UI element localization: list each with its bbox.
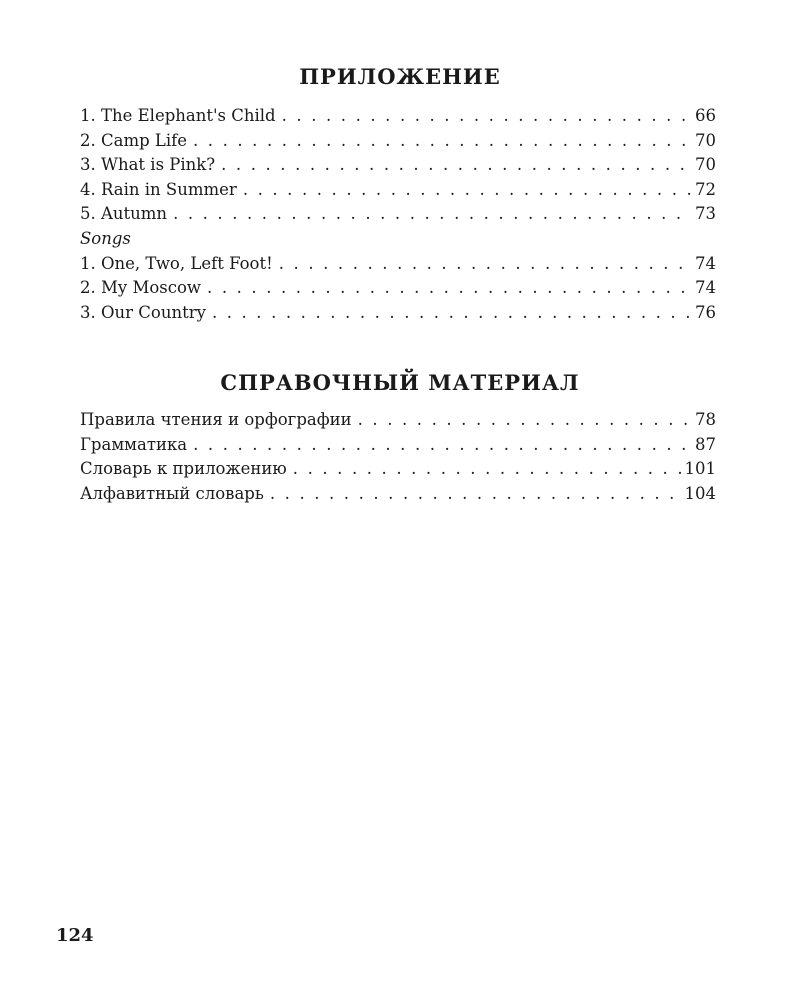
- dot-leader: [358, 408, 691, 433]
- dot-leader: [279, 252, 691, 277]
- toc-entry-title: Правила чтения и орфографии: [80, 410, 352, 429]
- toc-entry-title: 1. One, Two, Left Foot!: [80, 253, 273, 273]
- reference-heading: СПРАВОЧНЫЙ МАТЕРИАЛ: [220, 370, 580, 395]
- toc-entry-page: 70: [695, 130, 716, 150]
- appendix-toc-list: [80, 104, 716, 325]
- reference-toc-list: [80, 408, 716, 506]
- toc-entry-title: 4. Rain in Summer: [80, 179, 237, 199]
- toc-entry-page: 78: [695, 410, 716, 429]
- songs-subheading: [80, 227, 716, 252]
- toc-entry-title: 2. Camp Life: [80, 130, 188, 150]
- dot-leader: [207, 276, 691, 301]
- toc-entry-page: 104: [684, 483, 716, 503]
- dot-leader: [282, 104, 691, 129]
- toc-entry-page: 101: [684, 459, 716, 479]
- toc-entry[interactable]: [80, 129, 716, 154]
- dot-leader: [221, 153, 691, 178]
- toc-entry[interactable]: [80, 408, 716, 433]
- toc-entry-title: 2. My Moscow: [80, 278, 202, 298]
- toc-entry-page: 87: [695, 434, 716, 454]
- toc-entry-title: 1. The Elephant's Child: [80, 106, 276, 125]
- toc-entry-page: 73: [695, 204, 716, 224]
- toc-entry[interactable]: [80, 433, 716, 458]
- toc-entry[interactable]: [80, 153, 716, 178]
- dot-leader: [212, 301, 691, 326]
- dot-leader: [193, 433, 691, 458]
- appendix-heading: ПРИЛОЖЕНИЕ: [299, 64, 501, 89]
- toc-entry[interactable]: [80, 252, 716, 277]
- dot-leader: [173, 202, 691, 227]
- toc-entry-page: 76: [695, 302, 716, 322]
- toc-entry[interactable]: [80, 178, 716, 203]
- toc-entry-page: 72: [695, 179, 716, 199]
- toc-entry[interactable]: [80, 301, 716, 326]
- toc-entry[interactable]: [80, 276, 716, 301]
- dot-leader: [243, 178, 691, 203]
- songs-subheading-label: Songs: [80, 228, 131, 248]
- toc-entry[interactable]: [80, 202, 716, 227]
- toc-entry-title: Грамматика: [80, 434, 188, 454]
- toc-entry-title: 3. What is Pink?: [80, 155, 216, 175]
- toc-entry-title: 3. Our Country: [80, 302, 206, 322]
- toc-entry-title: 5. Autumn: [80, 204, 168, 224]
- page-number: 124: [56, 925, 94, 946]
- toc-entry-page: 74: [695, 253, 716, 273]
- toc-entry[interactable]: [80, 482, 716, 507]
- toc-entry-page: 70: [695, 155, 716, 175]
- dot-leader: [193, 129, 691, 154]
- dot-leader: [270, 482, 681, 507]
- toc-entry-title: Алфавитный словарь: [80, 483, 264, 503]
- toc-entry[interactable]: [80, 457, 716, 482]
- toc-entry-title: Словарь к приложению: [80, 459, 287, 479]
- dot-leader: [293, 457, 681, 482]
- toc-entry-page: 74: [695, 278, 716, 298]
- toc-entry[interactable]: [80, 104, 716, 129]
- toc-entry-page: 66: [695, 106, 716, 125]
